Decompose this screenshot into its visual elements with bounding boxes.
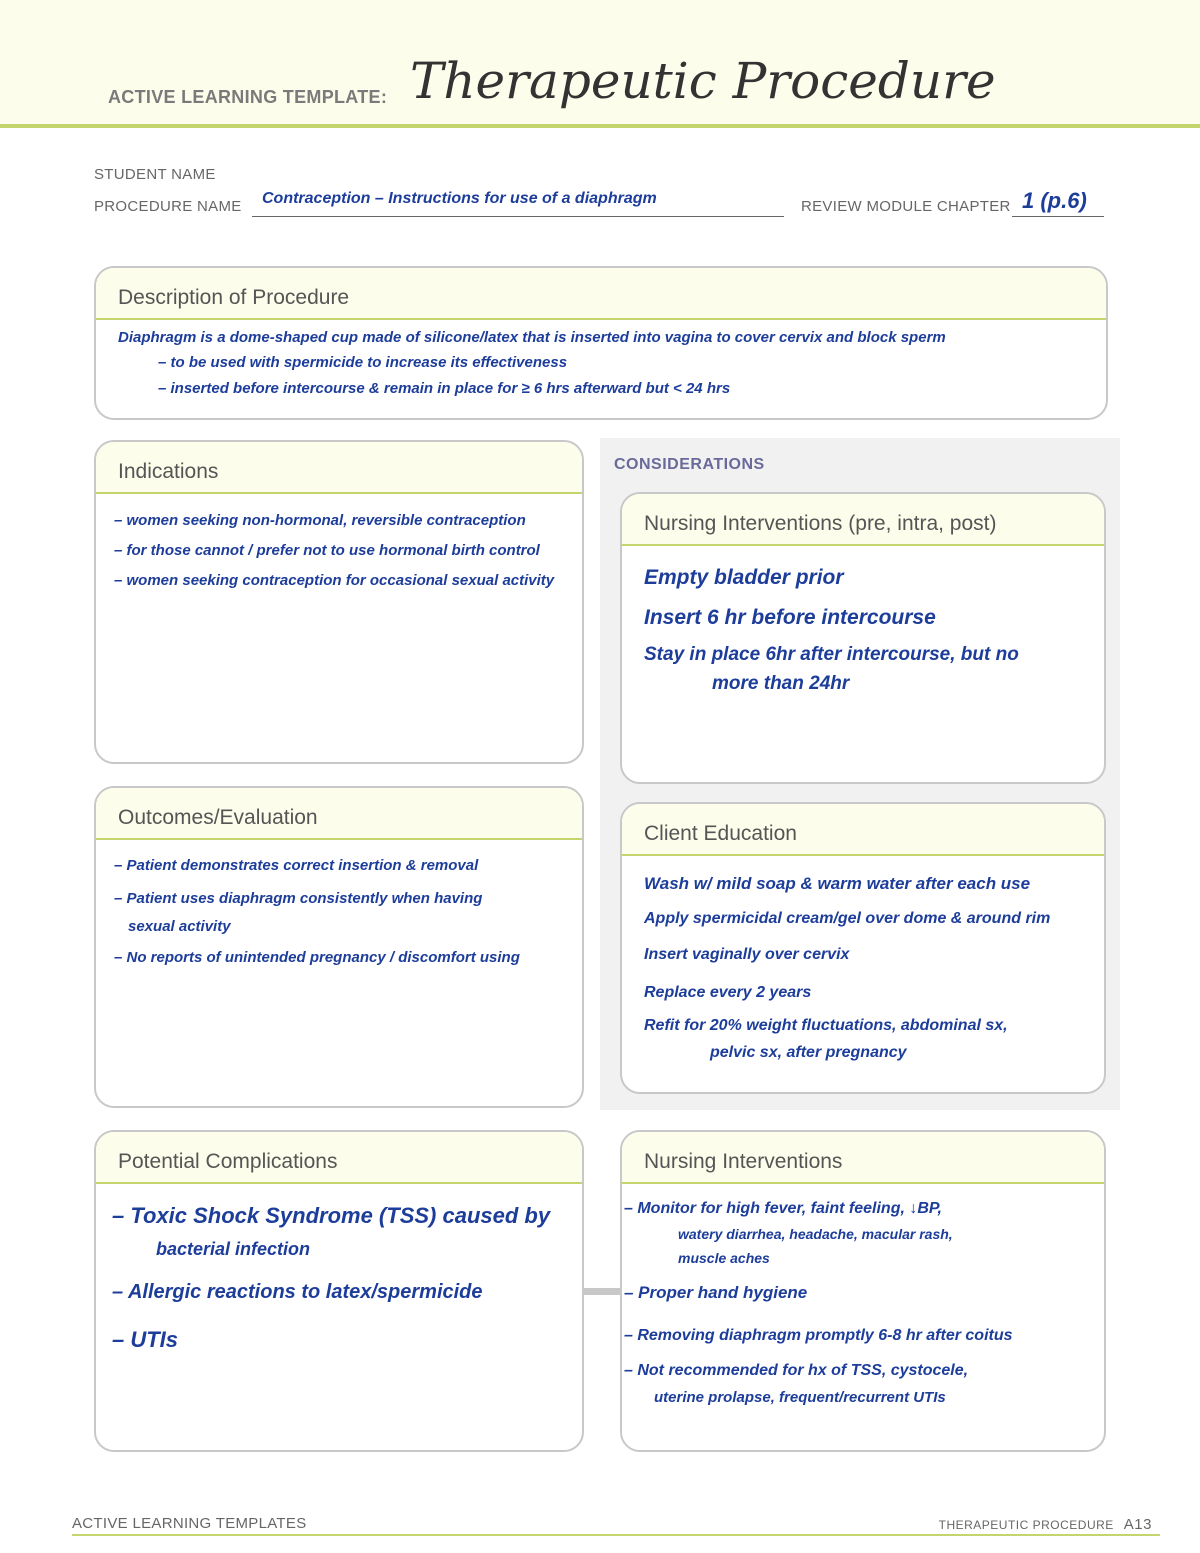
description-box — [94, 266, 1108, 420]
complications-line: – UTIs — [112, 1327, 179, 1352]
nursing-pre-line: more than 24hr — [712, 673, 850, 694]
nursing-interventions-pre-content — [622, 546, 1104, 696]
footer-left-text: ACTIVE LEARNING TEMPLATES — [72, 1515, 307, 1532]
indications-content — [96, 494, 582, 596]
considerations-caption: CONSIDERATIONS — [614, 456, 765, 473]
footer-section-label: THERAPEUTIC PROCEDURE — [938, 1518, 1114, 1532]
client-education-line: Wash w/ mild soap & warm water after each use — [644, 874, 1031, 893]
indications-heading: Indications — [96, 442, 582, 494]
description-line: – to be used with spermicide to increase its effectiveness — [158, 354, 568, 371]
outcomes-content — [96, 840, 582, 978]
connector-bar — [583, 1288, 621, 1295]
nursing-interventions-line: watery diarrhea, headache, macular rash, — [678, 1226, 953, 1242]
nursing-interventions-pre-heading: Nursing Interventions (pre, intra, post) — [622, 494, 1104, 546]
client-education-heading: Client Education — [622, 804, 1104, 856]
description-line: – inserted before intercourse & remain in place for ≥ 6 hrs afterward but < 24 hrs — [158, 380, 731, 397]
client-education-line: Refit for 20% weight fluctuations, abdominal sx, — [644, 1017, 1008, 1034]
footer-rule — [72, 1534, 1160, 1536]
nursing-interventions-box — [620, 1130, 1106, 1452]
indications-line: – women seeking contraception for occasional sexual activity — [114, 572, 555, 589]
client-education-line: Apply spermicidal cream/gel over dome & around rim — [644, 910, 1051, 927]
outcomes-line: – Patient uses diaphragm consistently when having — [114, 890, 483, 907]
review-module-label: REVIEW MODULE CHAPTER — [801, 198, 1011, 215]
student-name-label: STUDENT NAME — [94, 166, 216, 183]
outcomes-line: – Patient demonstrates correct insertion & removal — [114, 857, 479, 874]
review-module-underline — [1012, 216, 1104, 217]
page-number: A13 — [1123, 1516, 1152, 1533]
nursing-interventions-content — [622, 1184, 1104, 1410]
client-education-line: Replace every 2 years — [644, 984, 812, 1001]
description-heading: Description of Procedure — [96, 268, 1106, 320]
description-content — [96, 320, 1106, 402]
client-education-line: pelvic sx, after pregnancy — [710, 1044, 907, 1061]
nursing-pre-line: Stay in place 6hr after intercourse, but no — [644, 644, 1019, 665]
outcomes-box — [94, 786, 584, 1108]
complications-box — [94, 1130, 584, 1452]
outcomes-line: sexual activity — [128, 918, 231, 935]
nursing-interventions-line: – Not recommended for hx of TSS, cystocele, — [624, 1362, 969, 1379]
outcomes-heading: Outcomes/Evaluation — [96, 788, 582, 840]
indications-line: – women seeking non-hormonal, reversible contraception — [114, 512, 526, 529]
indications-line: – for those cannot / prefer not to use hormonal birth control — [114, 542, 540, 559]
description-line: Diaphragm is a dome-shaped cup made of silicone/latex that is inserted into vagina to cover cervix and block sperm — [118, 329, 946, 346]
nursing-interventions-line: uterine prolapse, frequent/recurrent UTIs — [654, 1389, 946, 1406]
nursing-interventions-line: – Proper hand hygiene — [624, 1283, 808, 1302]
nursing-interventions-line: – Removing diaphragm promptly 6-8 hr after coitus — [624, 1327, 1013, 1344]
nursing-interventions-pre-box — [620, 492, 1106, 784]
nursing-interventions-heading: Nursing Interventions — [622, 1132, 1104, 1184]
template-header — [0, 0, 1200, 128]
page-title: Therapeutic Procedure — [410, 52, 996, 110]
complications-heading: Potential Complications — [96, 1132, 582, 1184]
template-label: ACTIVE LEARNING TEMPLATE: — [108, 87, 388, 107]
nursing-pre-line: Empty bladder prior — [644, 566, 844, 589]
review-module-field[interactable]: 1 (p.6) — [1022, 188, 1087, 213]
client-education-content — [622, 856, 1104, 1066]
nursing-interventions-line: muscle aches — [678, 1250, 770, 1266]
procedure-name-label: PROCEDURE NAME — [94, 198, 242, 215]
client-education-line: Insert vaginally over cervix — [644, 946, 850, 963]
complications-line: bacterial infection — [156, 1239, 311, 1259]
complications-line: – Allergic reactions to latex/spermicide — [112, 1281, 483, 1303]
complications-line: – Toxic Shock Syndrome (TSS) caused by — [112, 1203, 551, 1228]
outcomes-line: – No reports of unintended pregnancy / discomfort using — [114, 949, 520, 966]
footer-right-text — [939, 1516, 1152, 1533]
complications-content — [96, 1184, 582, 1360]
indications-box — [94, 440, 584, 764]
procedure-name-underline — [252, 216, 784, 217]
client-education-box — [620, 802, 1106, 1094]
procedure-name-field[interactable]: Contraception – Instructions for use of a diaphragm — [262, 190, 657, 207]
nursing-interventions-line: – Monitor for high fever, faint feeling, ↓BP, — [624, 1200, 942, 1217]
nursing-pre-line: Insert 6 hr before intercourse — [644, 606, 936, 629]
